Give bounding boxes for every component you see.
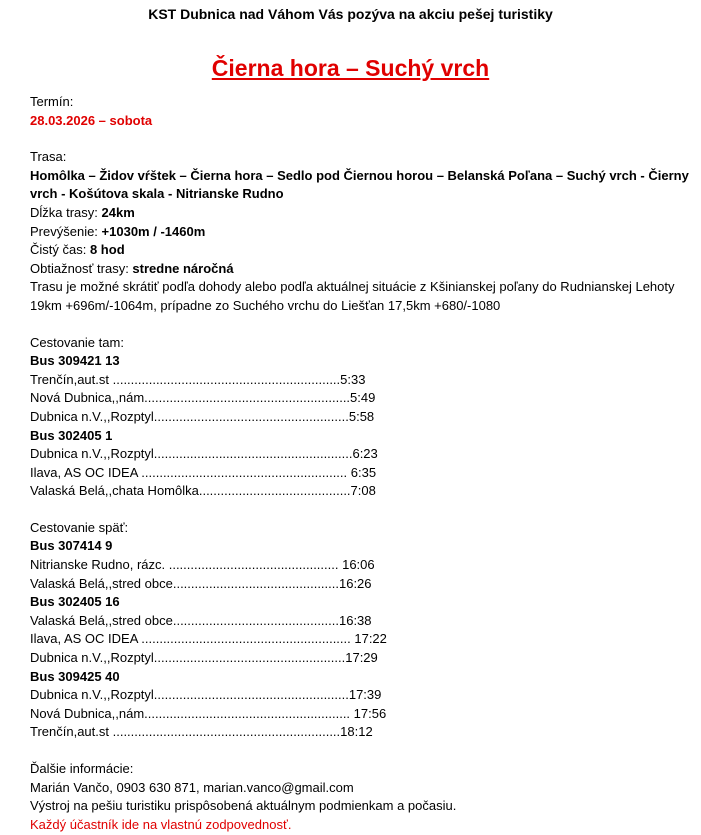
bus-stop: Dubnica n.V.,,Rozptyl......................................................5:58 <box>30 408 375 424</box>
bus-stop: Nitrianske Rudno, rázc. ............................................... 16:06 <box>30 557 375 573</box>
bus-stop: Valaská Belá,,stred obce..............................................16:38 <box>30 612 372 628</box>
elevation-value: +1030m / -1460m <box>101 223 206 239</box>
elevation-row <box>30 223 690 242</box>
more-info-label: Ďalšie informácie: <box>30 761 134 776</box>
equipment-note: Výstroj na pešiu turistiku prispôsobená aktuálnym podmienkam a počasiu. <box>30 798 457 814</box>
trasa-route: Homôlka – Židov vŕštek – Čierna hora – Sedlo pod Čiernou horou – Belanská Poľana – Suchý vrch - Čierny vrch - Košútova skala - Nitrianske Rudno <box>30 167 689 202</box>
bus-heading: Bus 309425 40 <box>30 668 120 684</box>
termin-label: Termín: <box>30 94 74 109</box>
invitation-header: KST Dubnica nad Váhom Vás pozýva na akciu pešej turistiky <box>148 6 553 22</box>
bus-stop: Ilava, AS OC IDEA .......................................................... 17:22 <box>30 631 387 647</box>
length-value: 24km <box>101 204 135 220</box>
bus-stop: Dubnica n.V.,,Rozptyl......................................................17:39 <box>30 687 382 703</box>
bus-stop: Nová Dubnica,,nám.........................................................5:49 <box>30 390 376 406</box>
event-details <box>30 93 690 834</box>
route-shortening-note: Trasu je možné skrátiť podľa dohody alebo podľa aktuálnej situácie z Kšinianskej poľany do Rudnianskej Lehoty 19km +696m/-1064m, prípadne zo Suchého vrchu do Liešťan 17,5km +680/-1080 <box>30 279 675 313</box>
bus-stop: Nová Dubnica,,nám......................................................... 17:56 <box>30 705 387 721</box>
bus-heading: Bus 302405 1 <box>30 427 113 443</box>
bus-heading: Bus 302405 16 <box>30 594 120 610</box>
time-row <box>30 241 690 260</box>
bus-stop: Valaská Belá,,stred obce..............................................16:26 <box>30 575 372 591</box>
difficulty-value: stredne náročná <box>132 260 234 276</box>
time-value: 8 hod <box>89 242 125 258</box>
bus-heading: Bus 307414 9 <box>30 538 113 554</box>
bus-stop: Trenčín,aut.st ...............................................................5:33 <box>30 371 366 387</box>
travel-back-label: Cestovanie späť: <box>30 519 129 535</box>
bus-stop: Valaská Belá,,chata Homôlka..........................................7:08 <box>30 483 376 499</box>
contact-info: Marián Vančo, 0903 630 871, marian.vanco@gmail.com <box>30 779 354 795</box>
bus-stop: Dubnica n.V.,,Rozptyl.....................................................17:29 <box>30 650 378 666</box>
bus-stop: Trenčín,aut.st ...............................................................18:12 <box>30 724 373 740</box>
trasa-label: Trasa: <box>30 149 67 165</box>
elevation-label: Prevýšenie: <box>30 223 102 239</box>
event-title: Čierna hora – Suchý vrch <box>211 55 490 81</box>
bus-stop: Ilava, AS OC IDEA ......................................................... 6:35 <box>30 464 377 480</box>
time-label: Čistý čas: <box>30 242 90 258</box>
length-label: Dĺžka trasy: <box>30 204 102 220</box>
difficulty-label: Obtiažnosť trasy: <box>30 260 133 276</box>
bus-heading: Bus 309421 13 <box>30 353 120 369</box>
bus-stop: Dubnica n.V.,,Rozptyl.......................................................6:23 <box>30 446 378 462</box>
difficulty-row <box>30 260 690 279</box>
length-row <box>30 204 690 223</box>
responsibility-warning: Každý účastník ide na vlastnú zodpovednosť. <box>30 816 292 832</box>
termin-date: 28.03.2026 – sobota <box>30 112 153 128</box>
travel-there-label: Cestovanie tam: <box>30 334 124 350</box>
